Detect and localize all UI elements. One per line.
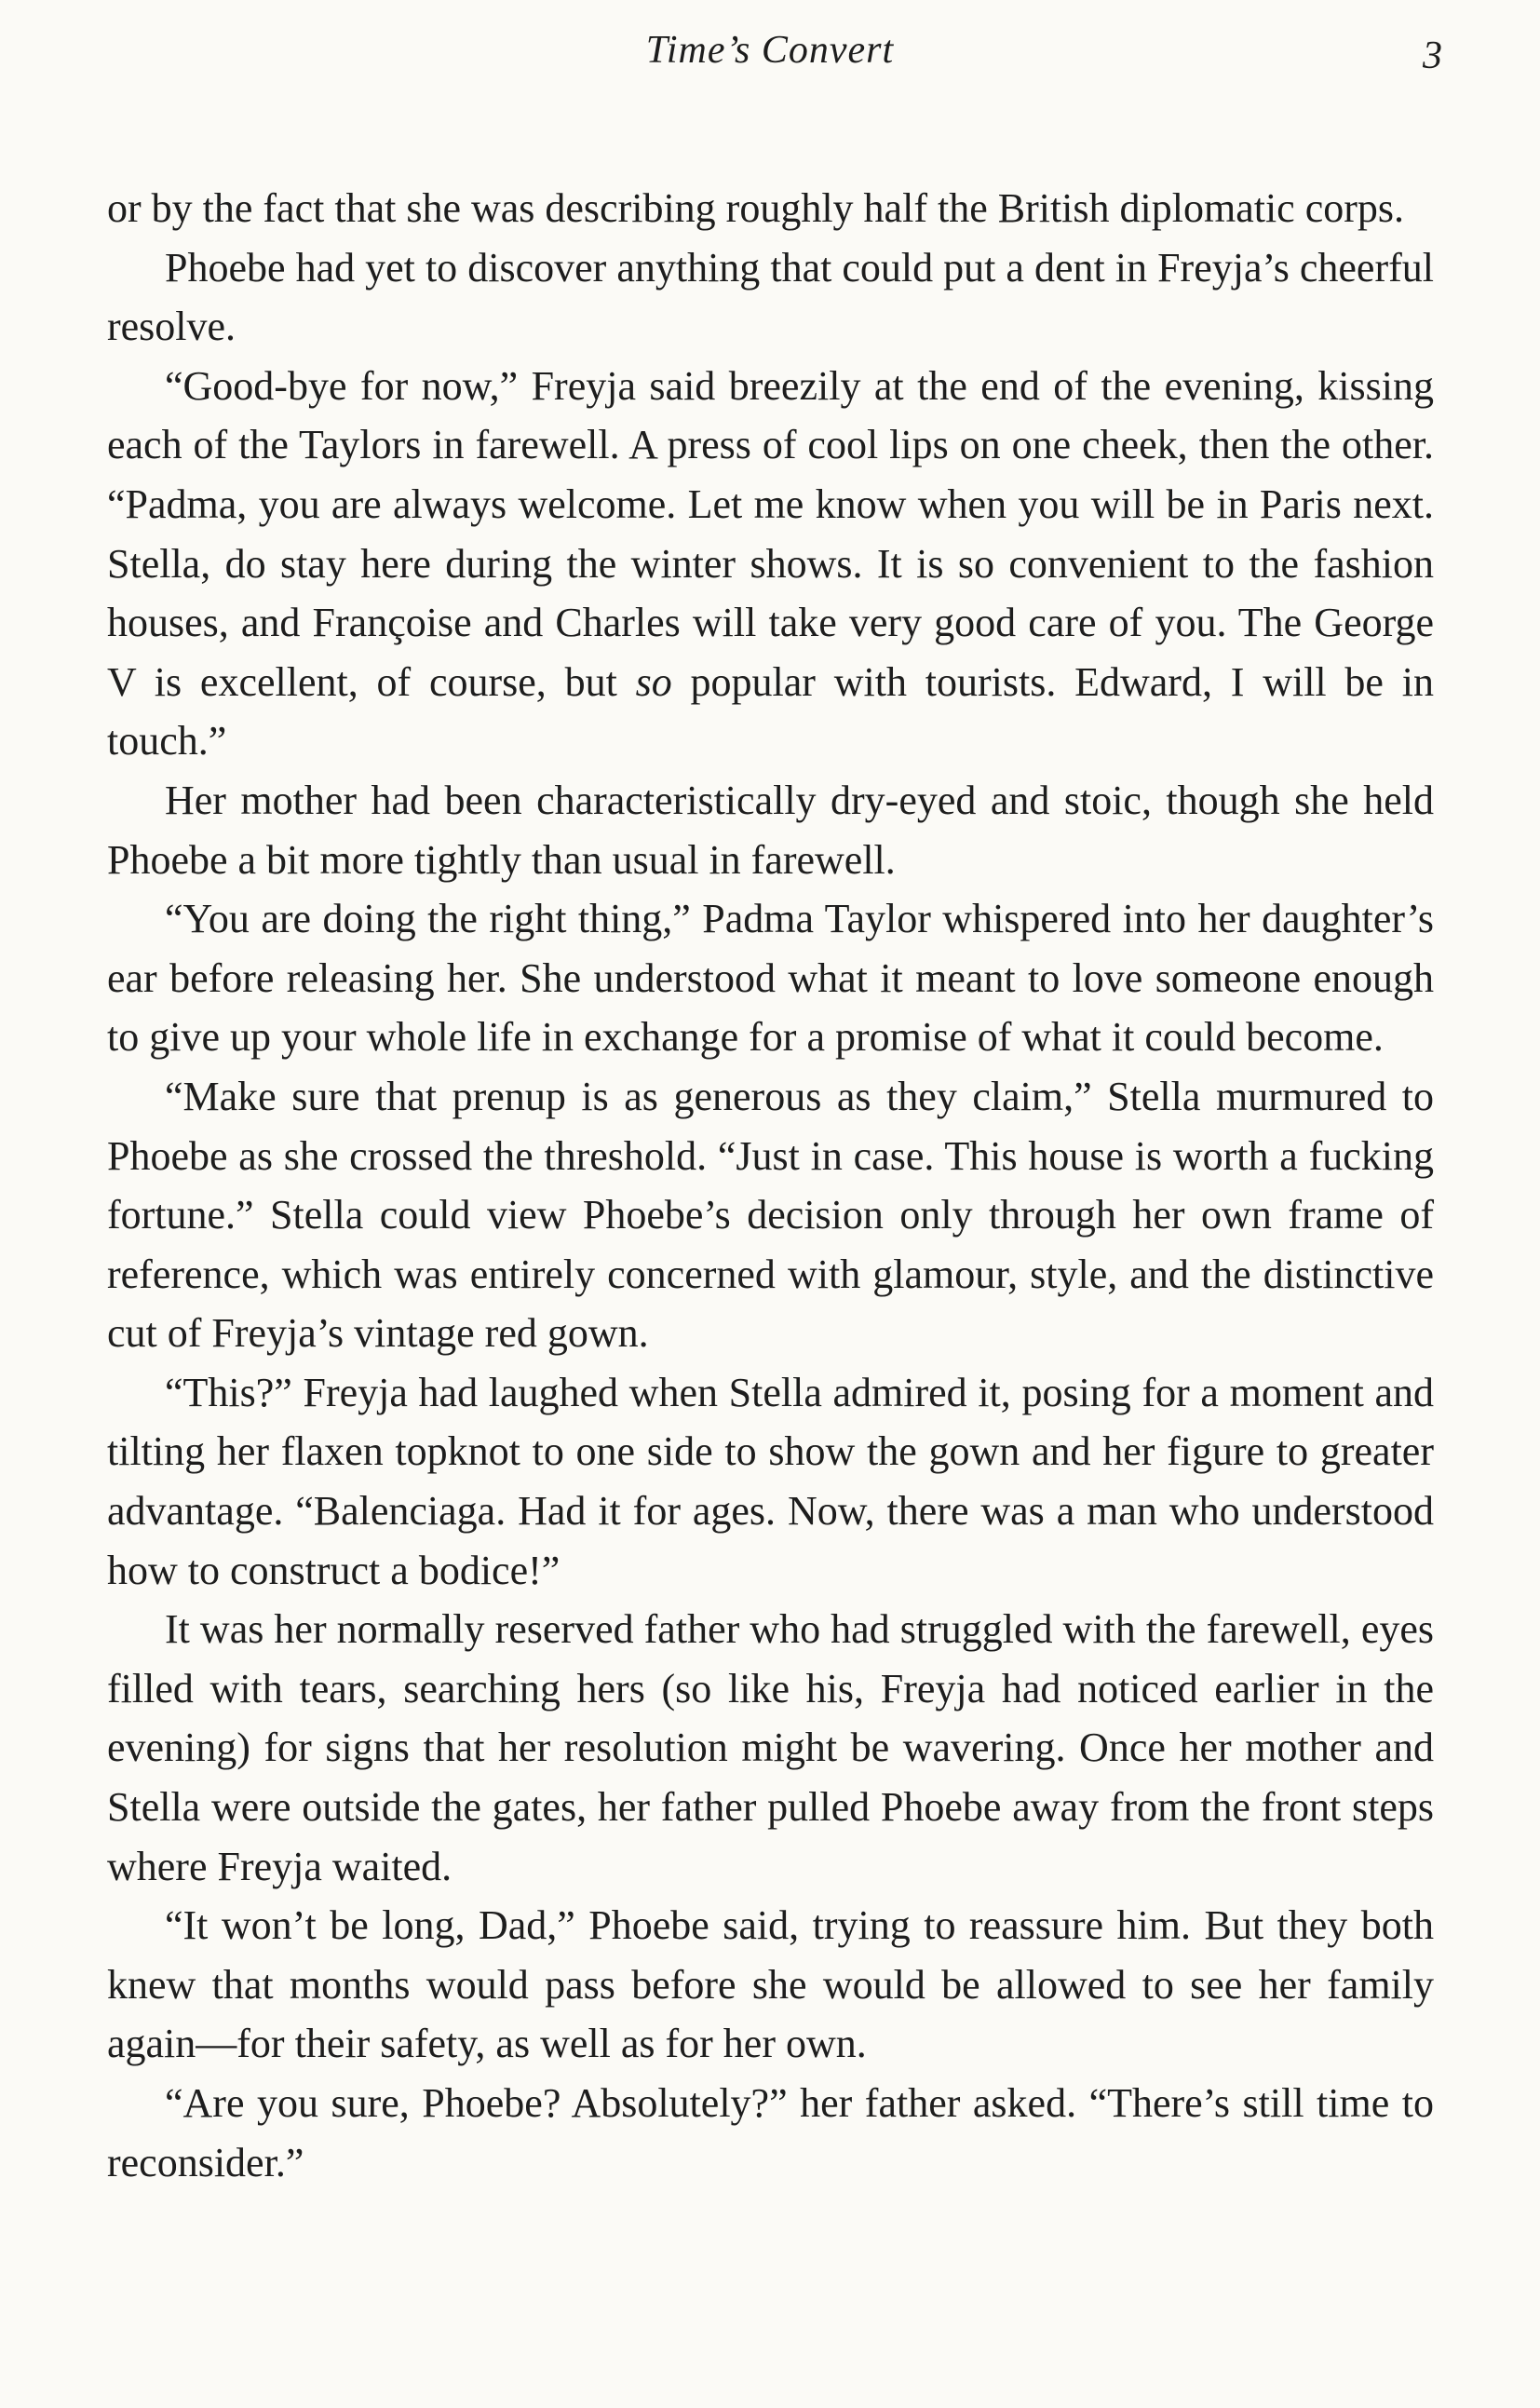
paragraph-10: “Are you sure, Phoebe? Absolutely?” her father asked. “There’s still time to reconsider.”: [107, 2080, 1434, 2185]
paragraph-8: It was her normally reserved father who had struggled with the farewell, eyes filled with tears, searching hers (so like his, Freyja had noticed earlier in the evening) for signs that her resolution might be wavering. Once her mother and Stella were outside the gates, her father pulled Phoebe away from the front steps where Freyja waited.: [107, 1606, 1434, 1889]
paragraph-3: [107, 357, 1434, 771]
paragraph-5: “You are doing the right thing,” Padma Taylor whispered into her daughter’s ear before releasing her. She understood what it meant to love someone enough to give up your whole life in exchange for a promise of what it could become.: [107, 896, 1434, 1061]
running-title: Time’s Convert: [645, 29, 895, 72]
paragraph-3-part-2: popular with tourists. Edward, I will be in touch.”: [107, 658, 1434, 764]
page-number: 3: [1423, 34, 1442, 77]
paragraph-2: Phoebe had yet to discover anything that could put a dent in Freyja’s cheerful resolve.: [107, 244, 1434, 350]
paragraph-7: “This?” Freyja had laughed when Stella admired it, posing for a moment and tilting her flaxen topknot to one side to show the gown and her figure to greater advantage. “Balenciaga. Had it for ages. Now, there was a man who understood how to construct a bodice!”: [107, 1369, 1434, 1593]
paragraph-6: “Make sure that prenup is as generous as they claim,” Stella murmured to Phoebe as she crossed the threshold. “Just in case. This house is worth a fucking fortune.” Stella could view Phoebe’s decision only through her own frame of reference, which was entirely concerned with glamour, style, and the distinctive cut of Freyja’s vintage red gown.: [107, 1073, 1434, 1357]
emphasized-word: so: [635, 658, 672, 705]
paragraph-1: or by the fact that she was describing roughly half the British diplomatic corps.: [107, 185, 1405, 231]
paragraph-9: “It won’t be long, Dad,” Phoebe said, trying to reassure him. But they both knew that months would pass before she would be allowed to see her family again—for their safety, as well as for her own.: [107, 1902, 1434, 2067]
paragraph-3-part-1: “Good-bye for now,” Freyja said breezily at the end of the evening, kissing each of the Taylors in farewell. A press of cool lips on one cheek, then the other. “Padma, you are always welcome. Let me know when you will be in Paris next. Stella, do stay here during the winter shows. It is so convenient to the fashion houses, and Françoise and Charles will take very good care of you. The George V is excellent, of course, but: [107, 362, 1434, 705]
paragraph-4: Her mother had been characteristically dry-eyed and stoic, though she held Phoebe a bit more tightly than usual in farewell.: [107, 777, 1434, 883]
body-text: [107, 179, 1434, 2192]
running-header: [0, 28, 1540, 84]
